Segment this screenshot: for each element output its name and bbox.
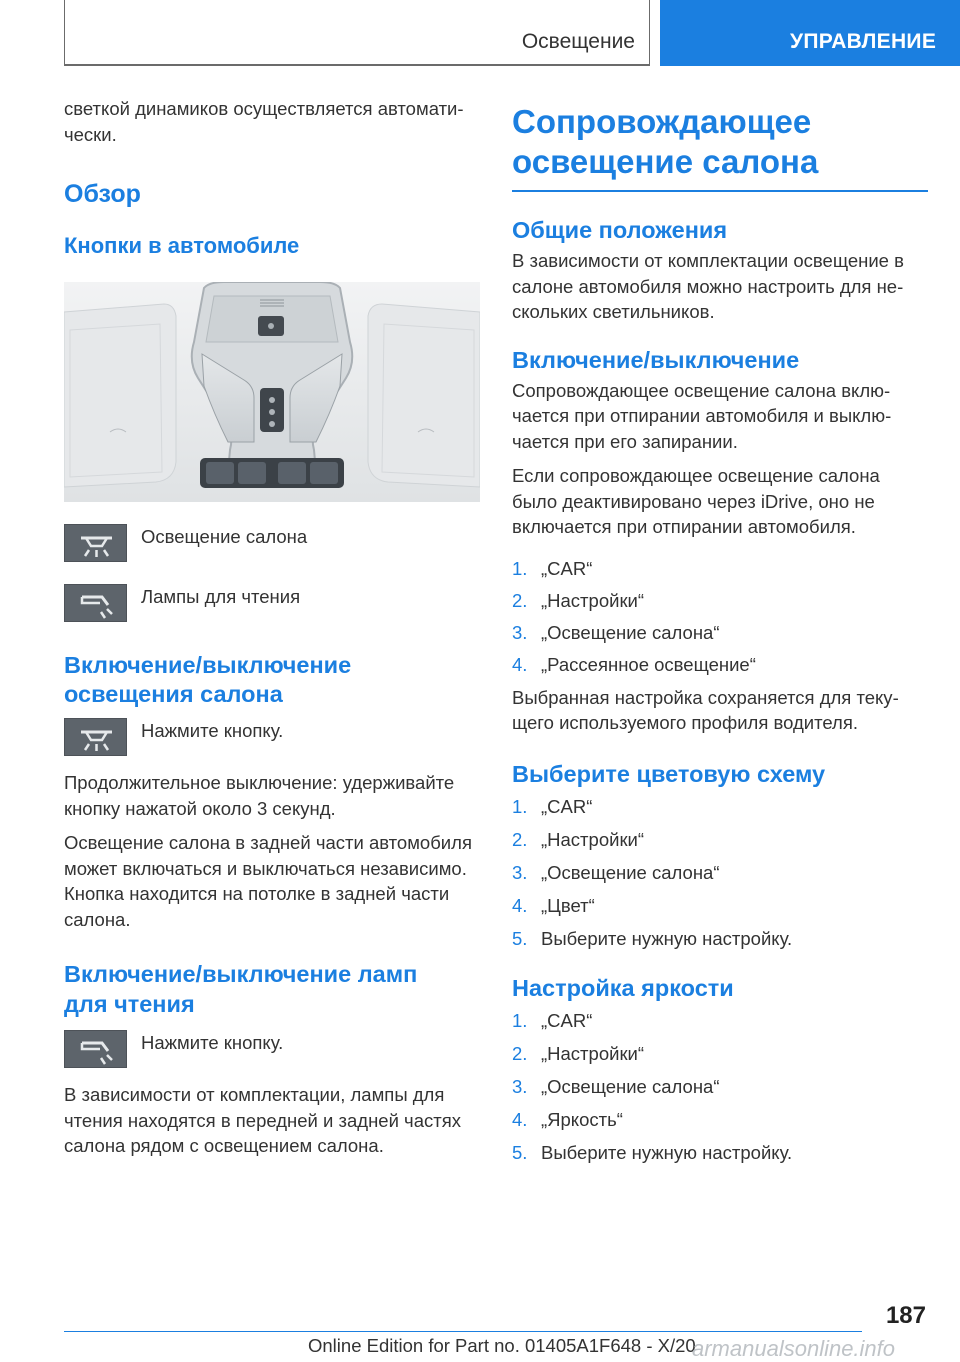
roof-console-illustration	[64, 282, 480, 502]
list-item: 2. „Настройки“	[512, 589, 645, 611]
legend-label-reading: Лампы для чтения	[141, 586, 301, 607]
roof-console-photo	[64, 282, 480, 502]
list-item: 5. Выберите нужную настройку.	[512, 927, 793, 949]
list-item: 2. „Настройки“	[512, 1042, 645, 1064]
reading-location-text: В зависимости от комплектации, лампы для чтения находятся в передней и задней частях салона рядом с освещением салона.	[64, 1084, 461, 1156]
legend-item-reading	[64, 584, 480, 622]
overview-title: Обзор	[64, 180, 141, 208]
legend-item-interior	[64, 524, 480, 562]
header-section-tab	[64, 0, 650, 66]
watermark: armanualsonline.info	[692, 1336, 896, 1361]
color-steps	[512, 794, 928, 951]
color-title: Выберите цветовую схему	[512, 760, 826, 787]
general-title: Общие положения	[512, 217, 728, 243]
reading-light-icon	[64, 584, 127, 622]
header-chapter-title: УПРАВЛЕНИЕ	[790, 30, 937, 53]
page-number: 187	[885, 1302, 926, 1329]
main-title: Сопровождающее освещение салона	[512, 103, 819, 180]
left-column	[64, 96, 480, 1159]
list-item: 4. „Рассеянное освещение“	[512, 653, 756, 675]
interior-press-row	[64, 718, 480, 756]
title-rule	[512, 190, 928, 192]
interior-press-text: Нажмите кнопку.	[141, 720, 284, 741]
brightness-steps	[512, 1008, 928, 1165]
reading-onoff-title: Включение/выключение ламп для чтения	[64, 961, 418, 1017]
list-item: 4. „Цвет“	[512, 894, 595, 916]
onoff-steps	[512, 556, 928, 677]
interior-hold-text: Продолжительное выключение: удерживайте кнопку нажатой около 3 секунд.	[64, 772, 455, 819]
list-item: 1. „CAR“	[512, 795, 593, 817]
general-text: В зависимости от комплектации освещение в салоне автомобиля можно настроить для нескольких светильников.	[512, 250, 904, 322]
interior-onoff-title: Включение/выключение освещения салона	[64, 652, 352, 707]
legend-list	[64, 524, 480, 622]
reading-press-text: Нажмите кнопку.	[141, 1032, 284, 1053]
onoff-text-3: Выбранная настройка сохраняется для текущего используемого профиля водителя.	[512, 686, 899, 733]
list-item: 3. „Освещение салона“	[512, 621, 720, 643]
list-item: 5. Выберите нужную настройку.	[512, 1141, 793, 1163]
list-item: 1. „CAR“	[512, 1009, 593, 1031]
interior-light-icon	[64, 718, 127, 756]
interior-rear-text: Освещение салона в задней части автомобиля может включаться и выключаться независимо. Кнопка находится на потолке в задней части салона.	[64, 832, 472, 930]
legend-label-interior: Освещение салона	[141, 526, 308, 547]
intro-text: светкой динамиков осуществляется автоматически.	[64, 98, 464, 145]
brightness-title: Настройка яркости	[512, 974, 734, 1001]
header-section-title: Освещение	[521, 30, 635, 53]
onoff-text-2: Если сопровождающее освещение салона было деактивировано через iDrive, оно не включается при отпирании автомобиля.	[512, 465, 880, 537]
reading-press-row	[64, 1030, 480, 1068]
header-chapter-tab	[660, 0, 960, 66]
edition-text: Online Edition for Part no. 01405A1F648 - X/20	[308, 1335, 696, 1356]
reading-light-icon	[64, 1030, 127, 1068]
right-column	[512, 102, 928, 1165]
onoff-title: Включение/выключение	[512, 346, 800, 373]
list-item: 2. „Настройки“	[512, 828, 645, 850]
list-item: 3. „Освещение салона“	[512, 1075, 720, 1097]
footer-rule	[64, 1331, 862, 1332]
list-item: 1. „CAR“	[512, 557, 593, 579]
list-item: 3. „Освещение салона“	[512, 861, 720, 883]
onoff-text-1: Сопровождающее освещение салона включается при отпирании автомобиля и выключается при его запирании.	[512, 379, 892, 452]
buttons-title: Кнопки в автомобиле	[64, 233, 300, 258]
interior-light-icon	[64, 524, 127, 562]
list-item: 4. „Яркость“	[512, 1108, 623, 1130]
